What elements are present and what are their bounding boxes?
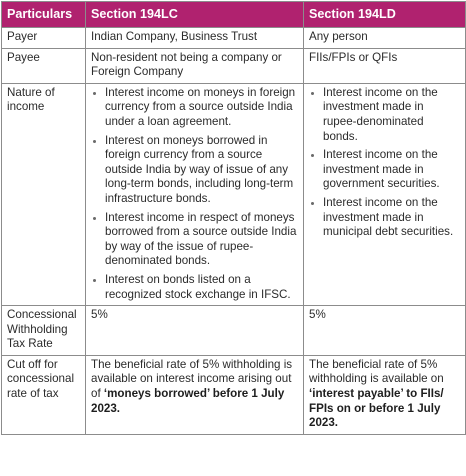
cutoff-194lc-emphasis: ‘moneys borrowed’ before 1 July 2023. — [91, 387, 285, 415]
comparison-table — [1, 1, 466, 435]
label-payer: Payer — [2, 28, 86, 49]
cell-rate-194lc: 5% — [86, 306, 304, 356]
cell-nature-194lc — [86, 83, 304, 305]
label-withholding-rate: Concessional Withholding Tax Rate — [2, 306, 86, 356]
cell-payee-194ld: FIIs/FPIs or QFIs — [304, 48, 466, 83]
list-item: • Interest income on the investment made in rupee-denominated bonds. — [323, 86, 460, 144]
cutoff-194ld-emphasis: ‘interest payable’ to FIIs/ FPIs on or before 1 July 2023. — [309, 387, 444, 430]
label-payee: Payee — [2, 48, 86, 83]
cell-rate-194ld: 5% — [304, 306, 466, 356]
nature-194lc-list — [91, 86, 298, 302]
nature-194ld-list — [309, 86, 460, 240]
header-particulars: Particulars — [2, 2, 86, 28]
cell-payer-194ld: Any person — [304, 28, 466, 49]
cutoff-194lc-text: The beneficial rate of 5% withholding is available on interest income arising out of — [91, 357, 293, 401]
list-item: • Interest income in respect of moneys borrowed from a source outside India by way of the issue of rupee-denominated bonds. — [105, 211, 298, 269]
list-item: • Interest income on the investment made in municipal debt securities. — [323, 196, 460, 240]
row-cutoff — [2, 355, 466, 434]
list-item: • Interest income on moneys in foreign currency from a source outside India under a loan agreement. — [105, 86, 298, 130]
row-payer — [2, 28, 466, 49]
header-row — [2, 2, 466, 28]
label-cutoff: Cut off for concessional rate of tax — [2, 355, 86, 434]
row-nature-of-income — [2, 83, 466, 305]
cutoff-194ld-text: The beneficial rate of 5% withholding is available on — [309, 357, 444, 386]
header-section-194lc: Section 194LC — [86, 2, 304, 28]
cell-cutoff-194lc — [86, 355, 304, 434]
label-nature-of-income: Nature of income — [2, 83, 86, 305]
header-section-194ld: Section 194LD — [304, 2, 466, 28]
row-payee — [2, 48, 466, 83]
list-item: • Interest income on the investment made in government securities. — [323, 148, 460, 192]
cell-payee-194lc: Non-resident not being a company or Foreign Company — [86, 48, 304, 83]
row-withholding-rate — [2, 306, 466, 356]
cell-nature-194ld — [304, 83, 466, 305]
list-item: • Interest on moneys borrowed in foreign currency from a source outside India by way of issue of any long-term bonds, including long-term infrastructure bonds. — [105, 134, 298, 207]
cell-cutoff-194ld — [304, 355, 466, 434]
cell-payer-194lc: Indian Company, Business Trust — [86, 28, 304, 49]
list-item: • Interest on bonds listed on a recognized stock exchange in IFSC. — [105, 273, 298, 302]
